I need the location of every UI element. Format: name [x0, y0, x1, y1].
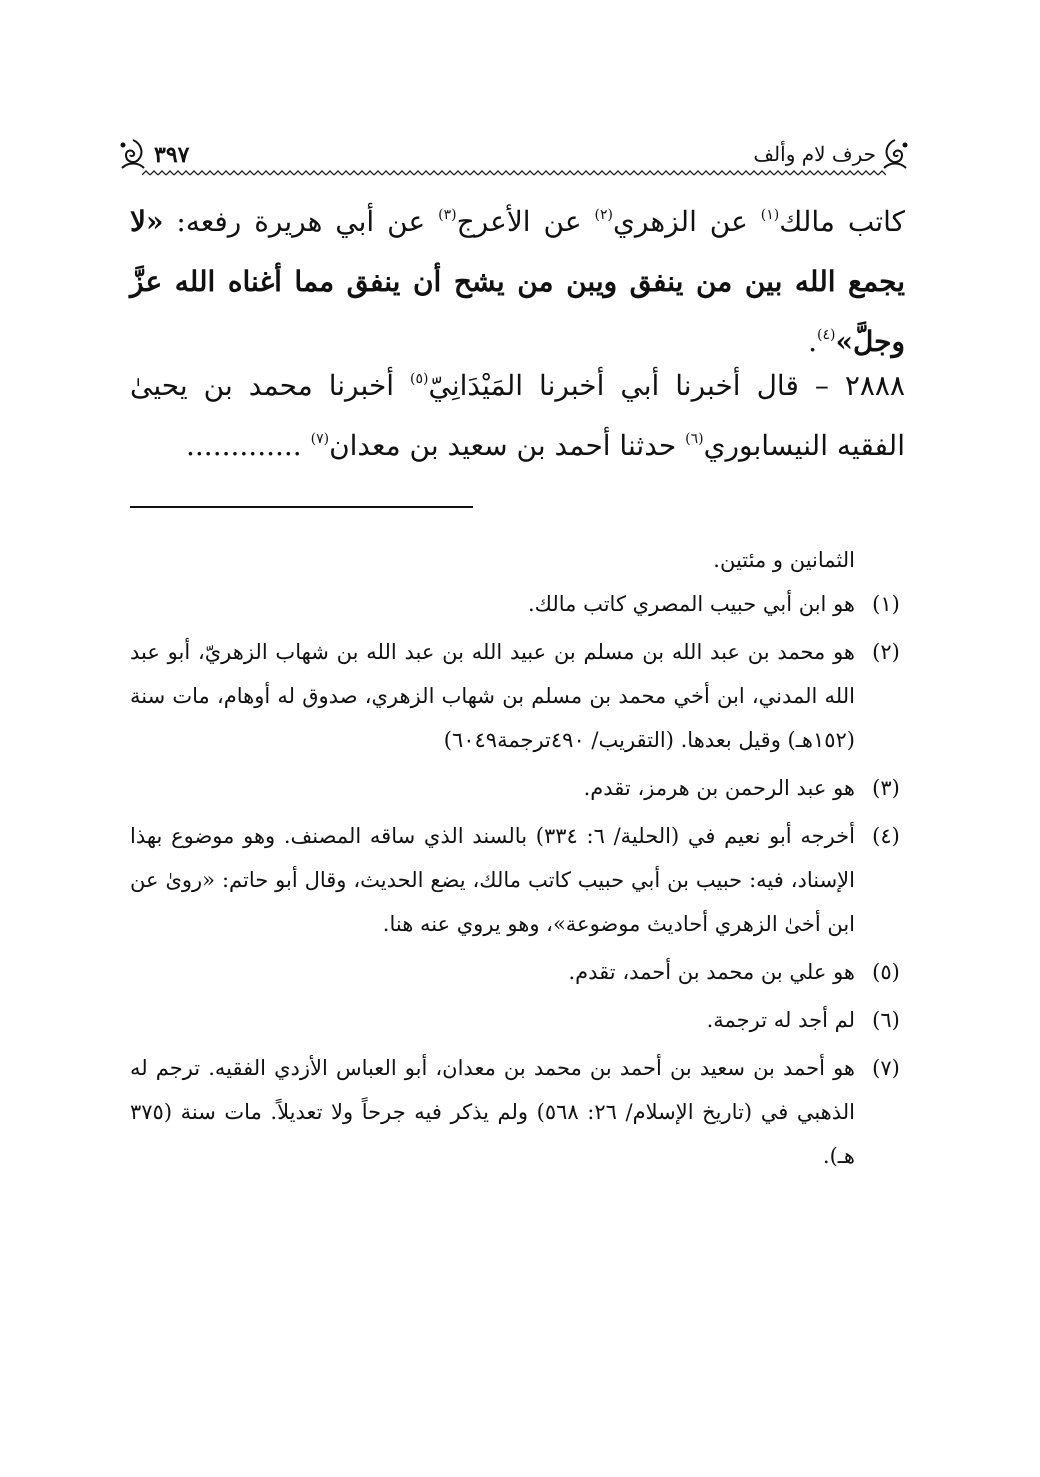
text-run: أخبرنا محمد بن يحيىٰ الفقيه النيسابوري [130, 369, 905, 462]
page-header [118, 138, 910, 178]
footnote-ref[interactable]: (٦) [685, 431, 704, 447]
footnote-text: أخرجه أبو نعيم في (الحلية/ ٦: ٣٣٤) بالسند الذي ساقه المصنف. وهو موضوع بهذا الإسناد، فيه: حبيب بن أبي حبيب كاتب مالك، يضع الحديث، وقال أبو حاتم: «روىٰ عن ابن أخىٰ الزهري أحاديث موضوعة»، وهو يروي عنه هنا. [130, 824, 855, 936]
footnote-ref[interactable]: (١) [760, 207, 780, 223]
footnote-text: هو عبد الرحمن بن هرمز، تقدم. [583, 776, 855, 800]
footnote-number: (٣) [872, 776, 900, 800]
footnote-number: (١) [872, 592, 900, 616]
text-run: ٢٨٨٨ – قال أخبرنا أبي أخبرنا المَيْدَانِيّ [428, 369, 905, 402]
footnote-text: هو ابن أبي حبيب المصري كاتب مالك. [528, 592, 855, 616]
page-number: ٣٩٧ [154, 142, 190, 168]
header-rule [142, 170, 886, 176]
footnote-number: (٥) [872, 960, 900, 984]
footnote-text: هو علي بن محمد بن أحمد، تقدم. [568, 960, 855, 984]
text-run: . [808, 325, 817, 358]
footnote-number: (٧) [872, 1056, 900, 1080]
footnote [130, 766, 910, 810]
footnote-text: هو أحمد بن سعيد بن أحمد بن محمد بن معدان، أبو العباس الأزدي الفقيه. ترجم له الذهبي في (تاريخ الإسلام/ ٢٦: ٥٦٨) ولم يذكر فيه جرحاً ولا تعديلاً. مات سنة (٣٧٥ هـ). [130, 1056, 855, 1168]
footnote [130, 950, 910, 994]
footnote-number: (٤) [872, 824, 900, 848]
footnote-separator [130, 506, 473, 508]
footnote-ref[interactable]: (٥) [410, 371, 429, 387]
footnote-ref[interactable]: (٧) [310, 431, 330, 447]
text-run: عن الأعرج [456, 205, 595, 238]
hadith-quote: «لا يجمع الله بين من ينفق ويبن من يشح أن ينفق مما أغناه الله عزَّ وجلَّ» [130, 205, 905, 358]
floral-ornament-icon [118, 138, 148, 172]
text-run: عن الزهري [612, 205, 761, 238]
footnote [130, 630, 910, 762]
hadith-paragraph-2888 [130, 356, 905, 476]
footnote-ref[interactable]: (٢) [594, 207, 613, 223]
hadith-paragraph-prev [130, 192, 905, 372]
text-run: حدثنا أحمد بن سعيد بن معدان [329, 429, 686, 462]
footnote-ref[interactable]: (٣) [438, 207, 457, 223]
footnote-text: هو محمد بن عبد الله بن مسلم بن عبيد الله بن عبد الله بن شهاب الزهريّ، أبو عبد الله المدني، ابن أخي محمد بن مسلم بن شهاب الزهري، صدوق له أوهام، مات سنة (١٥٢هـ) وقيل بعدها. (التقريب/ ٤٩٠ترجمة٦٠٤٩) [130, 640, 855, 752]
text-run: عن أبي هريرة رفعه: [163, 205, 439, 238]
footnote-number: (٢) [872, 640, 900, 664]
footnote [130, 582, 910, 626]
text-run: كاتب مالك [779, 205, 906, 238]
footnotes [130, 538, 910, 1182]
footnote-continuation: الثمانين و مئتين. [713, 548, 855, 572]
footnote [130, 814, 910, 946]
footnote-number: (٦) [872, 1008, 900, 1032]
floral-ornament-icon [880, 138, 910, 172]
running-head-title: حرف لام وألف [753, 142, 876, 166]
footnote-text: لم أجد له ترجمة. [706, 1008, 855, 1032]
footnote [130, 998, 910, 1042]
continuation-dots: ............. [186, 429, 311, 462]
footnote [130, 1046, 910, 1178]
footnote-ref[interactable]: (٤) [816, 327, 836, 343]
